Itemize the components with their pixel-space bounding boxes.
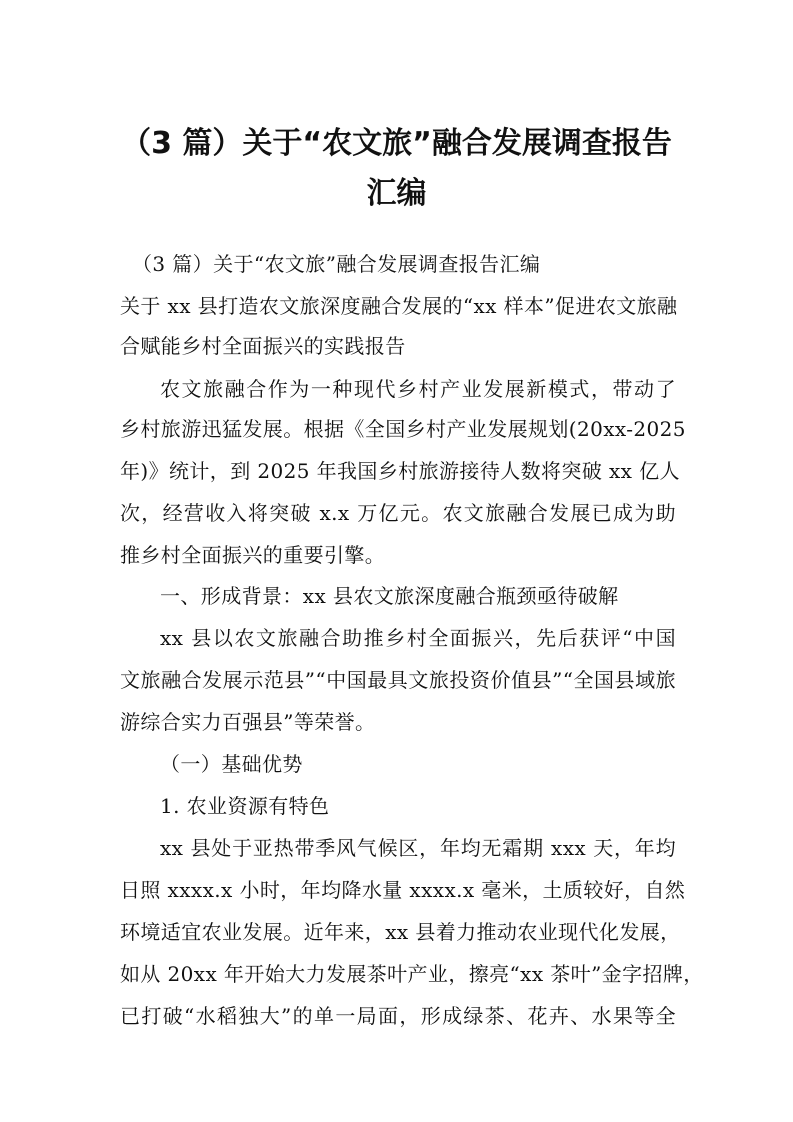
paragraph-line: 环境适宜农业发展。近年来，xx 县着力推动农业现代化发展， <box>120 920 681 944</box>
report-heading-line-1: 关于 xx 县打造农文旅深度融合发展的“xx 样本”促进农文旅融 <box>120 294 678 318</box>
paragraph-line: 推乡村全面振兴的重要引擎。 <box>120 543 386 567</box>
item-heading: 1. 农业资源有特色 <box>160 794 330 818</box>
paragraph-line: 乡村旅游迅猛发展。根据《全国乡村产业发展规划(20xx-2025 <box>120 417 686 441</box>
report-heading-line-2: 合赋能乡村全面振兴的实践报告 <box>120 334 406 358</box>
subsection-heading: （一）基础优势 <box>160 752 303 776</box>
document-title-line-1: （3 篇）关于“农文旅”融合发展调查报告 <box>121 126 672 161</box>
subtitle-line: （3 篇）关于“农文旅”融合发展调查报告汇编 <box>132 252 541 276</box>
section-heading: 一、形成背景：xx 县农文旅深度融合瓶颈亟待破解 <box>160 584 619 608</box>
paragraph-line: xx 县处于亚热带季风气候区，年均无霜期 xxx 天，年均 <box>160 836 676 860</box>
paragraph-line: 已打破“水稻独大”的单一局面，形成绿茶、花卉、水果等全 <box>120 1004 676 1028</box>
paragraph-line: 年)》统计，到 2025 年我国乡村旅游接待人数将突破 xx 亿人 <box>120 459 680 483</box>
paragraph-line: 游综合实力百强县”等荣誉。 <box>120 710 376 734</box>
paragraph-line: 文旅融合发展示范县”“中国最具文旅投资价值县”“全国县域旅 <box>120 668 676 692</box>
document-title-line-2: 汇编 <box>366 176 427 211</box>
paragraph-line: 如从 20xx 年开始大力发展茶叶产业，擦亮“xx 茶叶”金字招牌， <box>120 962 704 986</box>
paragraph-line: 次，经营收入将突破 x.x 万亿元。农文旅融合发展已成为助 <box>120 501 676 525</box>
paragraph-line: xx 县以农文旅融合助推乡村全面振兴，先后获评“中国 <box>160 626 676 650</box>
paragraph-line: 日照 xxxx.x 小时，年均降水量 xxxx.x 毫米，土质较好，自然 <box>120 878 686 902</box>
paragraph-line: 农文旅融合作为一种现代乡村产业发展新模式，带动了 <box>160 377 676 401</box>
